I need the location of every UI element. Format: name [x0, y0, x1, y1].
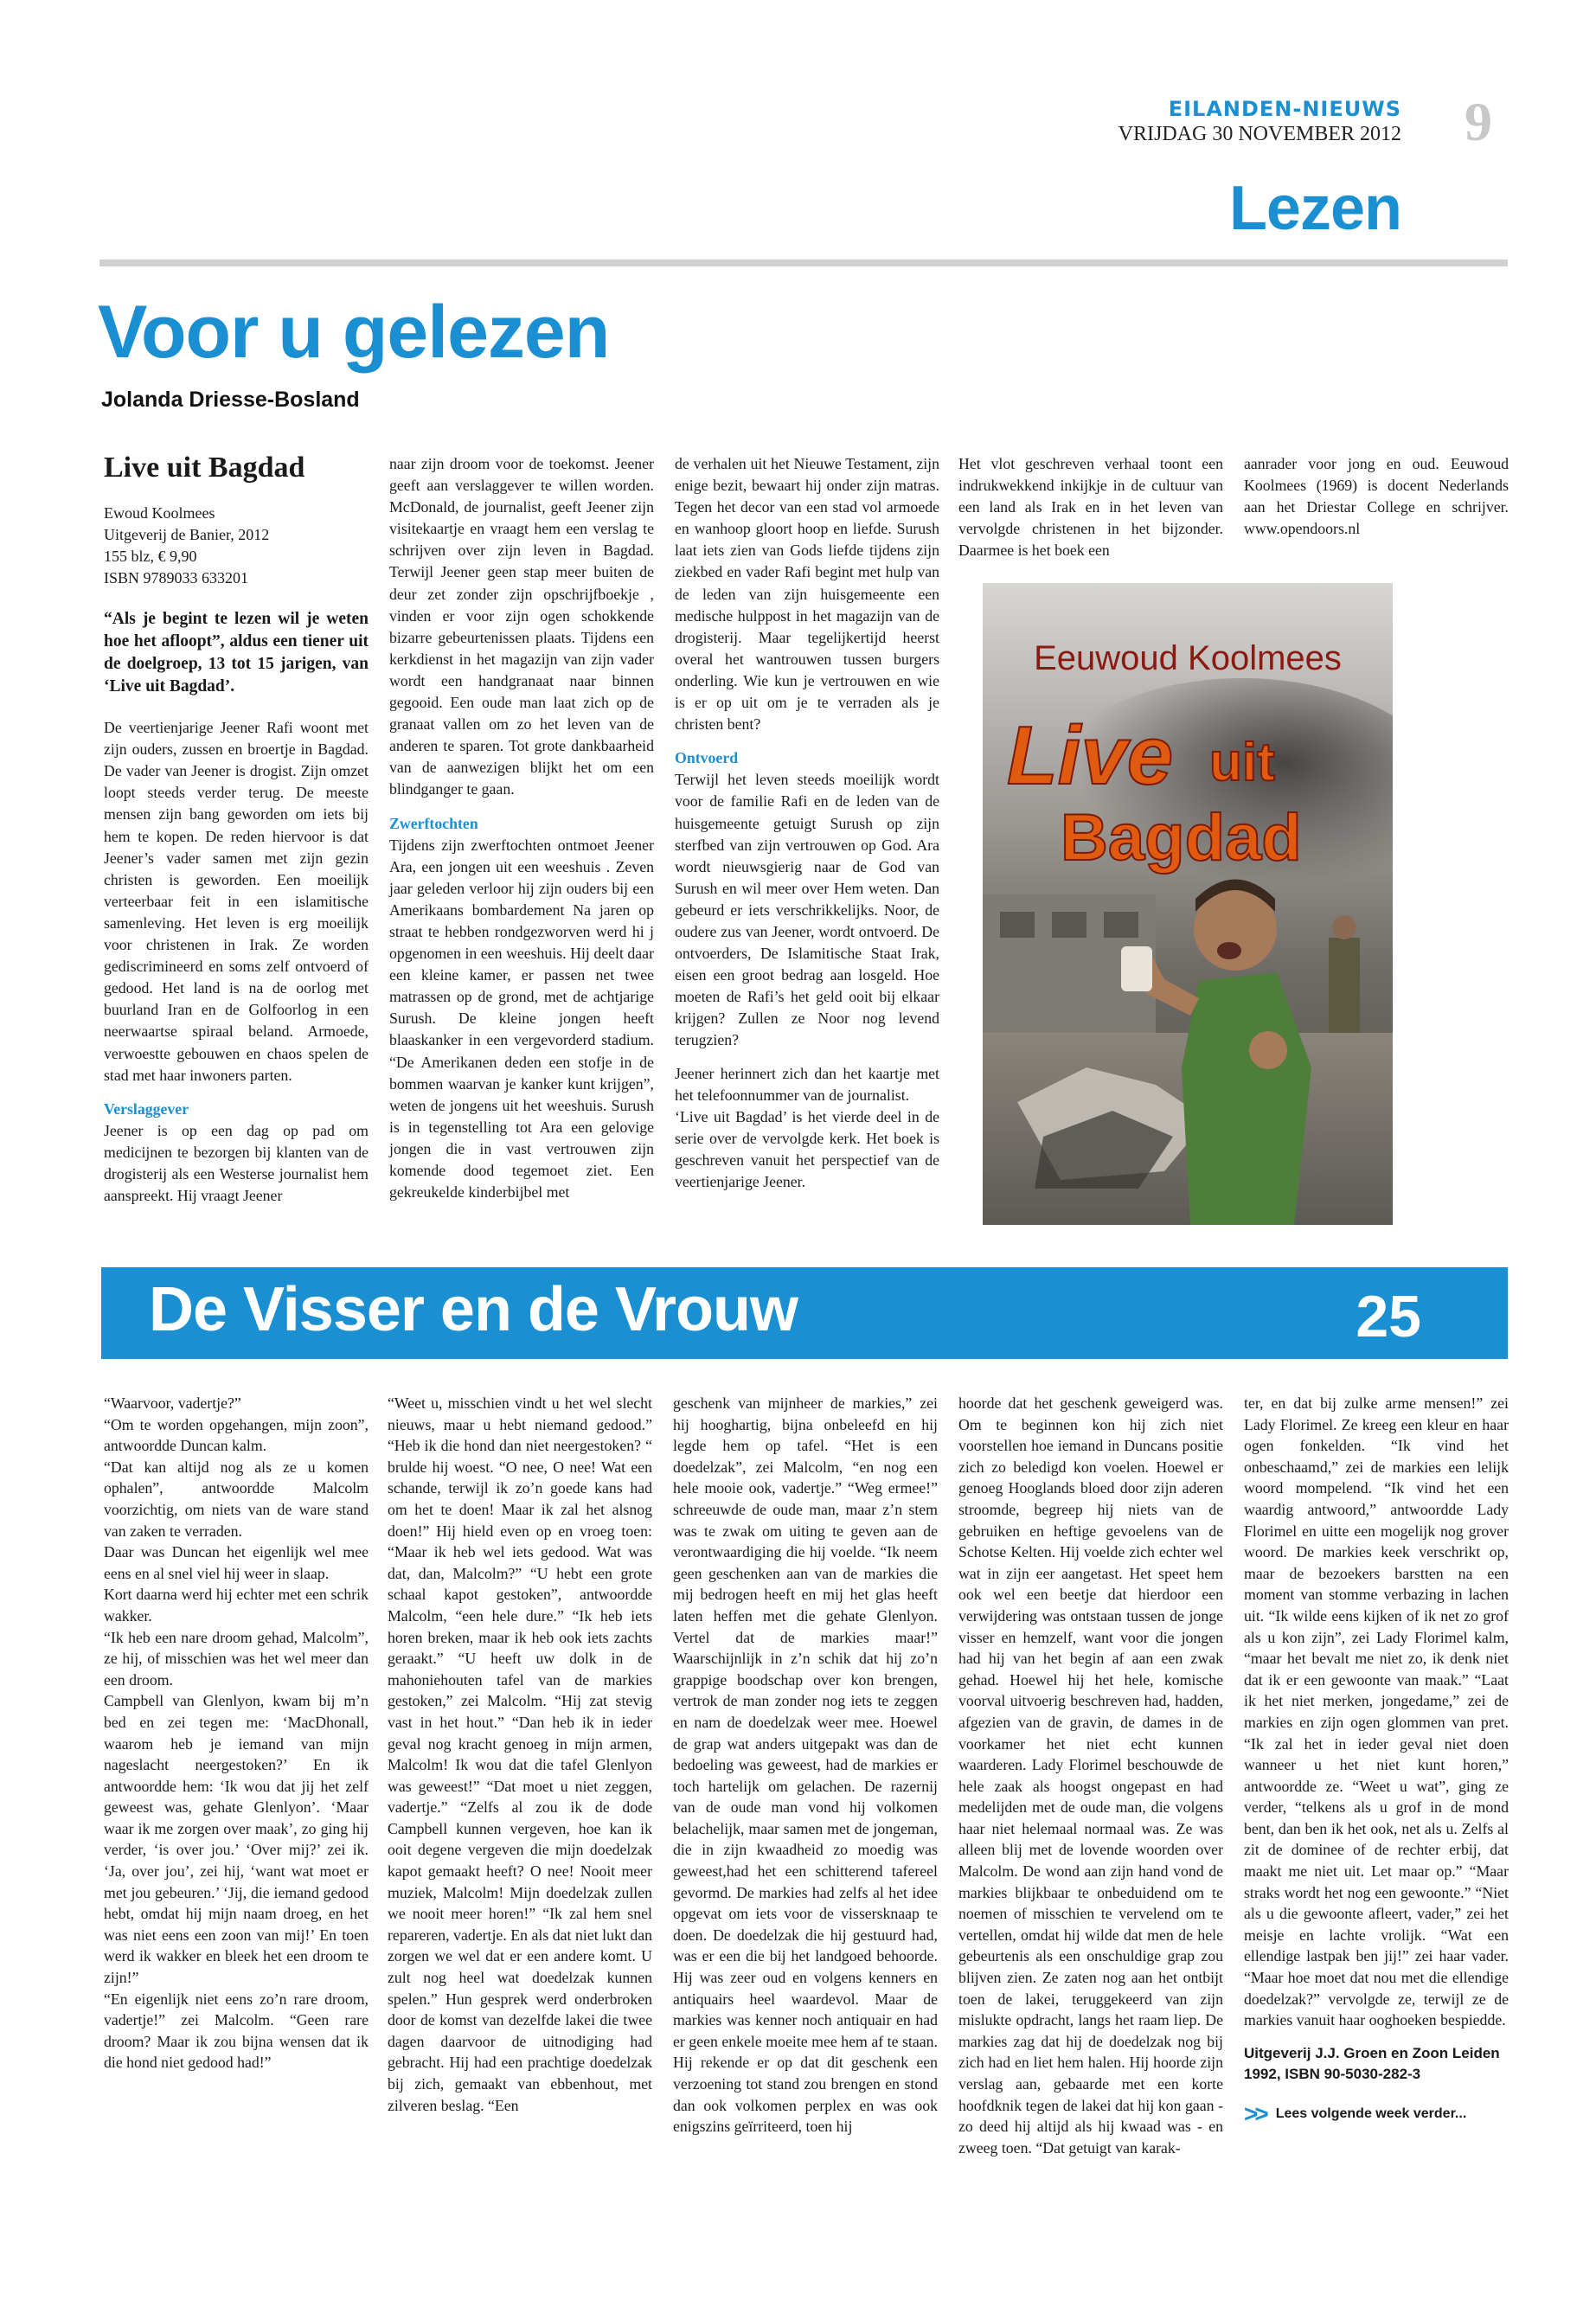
serial-title: De Visser en de Vrouw — [149, 1275, 798, 1344]
paragraph: Jeener herinnert zich dan het kaartje met het telefoonnummer van de journalist. — [675, 1064, 939, 1104]
cover-title-live: Live — [1007, 709, 1174, 802]
book-title: Live uit Bagdad — [104, 452, 305, 484]
cover-title-bagdad: Bagdad — [1061, 801, 1302, 875]
paragraph: ‘Live uit Bagdad’ is het vierde deel in de serie over de vervolgde kerk. Het boek is geschreven vanuit het perspectief van de veertienjarige Jeener. — [675, 1107, 939, 1190]
article-column-3 — [675, 453, 939, 1193]
article-byline: Jolanda Driesse-Bosland — [101, 388, 360, 412]
paragraph: “Dat kan altijd nog als ze u komen ophalen”, antwoordde Malcolm voorzichtig, om niets van de ware stand van zaken te verraden. — [104, 1458, 369, 1540]
paragraph: hoorde dat het geschenk geweigerd was. Om te beginnen kon hij zich niet voorstellen hoe iemand in Duncans positie zich zo beledigd kon voelen. Hoewel er genoeg Hooglands bloed door zijn aderen stroomde, begreep hij niets van de gebruiken en heftige gevoelens van de Schotse Kelten. Hij voelde zich echter wel wat in zijn eer aangetast. Het speet hem ook wel een beetje dat hierdoor een verwijdering was ontstaan tussen de jonge visser en hemzelf, want voor die jongen had hij van het begin af aan een zwak gehad. Hoewel hij het hele, komische voorval uitvoerig beschreven had, hadden, afgezien van de gravin, de dames in de voorkamer het niet echt kunnen waarderen. Lady Florimel beschouwde de hele zaak als hoogst ongepast en had medelijden met de oude man, die volgens haar niet helemaal normaal was. Ze was alleen blij met de lovende woorden over Malcolm. De wond aan zijn hand vond de markies blijkbaar te onbeduidend om te noemen of misschien te vervelend om te vertellen, omdat hij wilde dat men de hele gebeurtenis als een onschuldige grap zou blijven zien. Ze zaten nog aan het ontbijt toen de lakei, teruggekeerd van zijn mislukte opdracht, langs het raam liep. De markies zag dat hij de doedelzak nog bij zich had en liet hem halen. Hij hoorde zijn verslag aan, gebaarde met een korte hoofdknik tegen de lakei dat hij kon gaan - zo deed hij altijd als hij kwaad was - en zweeg toen. “Dat getuigt van karak- — [958, 1394, 1223, 2157]
paragraph: Campbell van Glenlyon, kwam bij m’n bed en zei tegen me: ‘MacDhonall, waarom heb je iemand van mijn nageslacht neergestoken?’ En ik antwoordde hem: ‘Ik wou dat jij het zelf geweest was, gehate Glenlyon’. ‘Maar waar ik me zorgen over maak’, zo ging hij verder, ‘is over jou.’ ‘Over mij?’ zei ik. ‘Ja, over jou’, zei hij, ‘want wat moet er met jou gebeuren.’ ‘Jij, die iemand gedood hebt, omdat hij mijn naam droeg, en het was niet eens een zoon van mij!’ En toen werd ik wakker en bleek het een droom te zijn!” — [104, 1692, 369, 1987]
serial-column-3 — [673, 1393, 938, 2138]
subheading-verslaggever: Verslaggever — [104, 1099, 189, 1118]
article-column-2 — [389, 453, 654, 1203]
newspaper-logo: EILANDEN-NIEUWS — [1168, 97, 1401, 121]
paragraph: geschenk van mijnheer de markies,” zei hij hooghartig, bijna onbeleefd en hij legde hem op tafel. “Het is een doedelzak”, zei Malcolm, “en nog een hele mooie ook, vadertje.” “Weg ermee!” schreeuwde de oude man, maar z’n stem was te zwak om uiting te geven aan de verontwaardiging die hij voelde. “Ik neem geen geschenken aan van de markies die mij bedrogen heeft en mij het glas heeft laten heffen met die gehate Glenlyon. Vertel dat de markies maar!” Waarschijnlijk in z’n schik dat hij zo’n grappige boodschap over kon brengen, vertrok de man zonder nog iets te zeggen en nam de doedelzak weer mee. Hoewel de grap wat anders uitgepakt was dan de bedoeling was geweest, had de markies er toch hartelijk om gelachen. De razernij van de oude man vond hij volkomen belachelijk, maar samen met de jongeman, die in zijn kwaadheid zo moedig was geweest,had het een schitterend tafereel gevormd. De markies had zelfs al het idee opgevat om iets voor de vissersknaap te doen. De doedelzak die hij gestuurd had, was er een die bij het landgoed behoorde. Hij was zeer oud en volgens kenners en antiquairs heel waardevol. Maar de markies was kenner noch antiquair en had er geen enkele moeite mee hem af te staan. Hij rekende er op dat dit geschenk een verzoening tot stand zou brengen en stond dan ook volkomen perplex en was ook enigszins geïrriteerd, toen hij — [673, 1394, 938, 2136]
book-price: 155 blz, € 9,90 — [104, 548, 197, 566]
section-title: Lezen — [1228, 174, 1401, 243]
serial-column-4 — [958, 1393, 1223, 2158]
serial-column-5 — [1244, 1393, 1509, 2125]
book-author: Ewoud Koolmees — [104, 504, 215, 522]
continue-text: Lees volgende week verder... — [1275, 2106, 1467, 2121]
paragraph: “En eigenlijk niet eens zo’n rare droom, vadertje!” zei Malcolm. “Geen rare droom? Maar ik zou bijna wensen dat ik die hond niet gedood had!” — [104, 1990, 369, 2072]
header-divider — [99, 260, 1508, 266]
paragraph: Kort daarna werd hij echter met een schrik wakker. — [104, 1586, 369, 1625]
paragraph: “Om te worden opgehangen, mijn zoon”, antwoordde Duncan kalm. — [104, 1415, 369, 1455]
serial-banner — [101, 1267, 1508, 1359]
paragraph: Tijdens zijn zwerftochten ontmoet Jeener Ara, een jongen uit een weeshuis . Zeven jaar geleden verloor hij zijn ouders bij een Amerikaans bombardement Na jaren op straat te hebben rondgezworven werd hi j opgenomen in een weeshuis. Hij deelt daar een kleine kamer, er passen net twee matrassen op de grond, met de achtjarige Surush. De kleine jongen heeft blaaskanker in een vergevorderd stadium. “De Amerikanen deden een stofje in de bommen waarvan je kanker kunt krijgen”, weten de jongens uit het weeshuis. Surush is in tegenstelling tot Ara een gelovige jongen die in vast vertrouwen zijn komende dood tegemoet ziet. Een gekreukelde kinderbijbel met — [389, 836, 654, 1202]
paragraph: Het vlot geschreven verhaal toont een indrukwekkend inkijkje in de cultuur van een land als Irak en in het leven van vervolgde christenen in het bijzonder. Daarmee is het boek een — [958, 455, 1223, 560]
paragraph: naar zijn droom voor de toekomst. Jeener geeft aan verslaggever te willen worden. McDonald, de journalist, geeft Jeener zijn visitekaartje en vraagt hem een verslag te schrijven over zijn leven in Bagdad. Terwijl Jeener geen stap meer buiten de deur zet zonder zijn opschrijfboekje , vinden er voor zijn ogen schokkende bizarre gebeurtenissen plaats. Tijdens een kerkdienst in het magazijn van zijn vader wordt een handgranaat naar binnen gegooid. Een oude man laat zich op de granaat vallen om zo het leven van de anderen te sparen. Tot grote dankbaarheid van de aanwezigen blijkt het om een blindganger te gaan. — [389, 455, 654, 798]
paragraph: ter, en dat bij zulke arme mensen!” zei Lady Florimel. Ze kreeg een kleur en haar ogen fonkelden. “Ik vind het onbeschaamd,” zei de markies een lelijk woord mompelend. “Ik vind het een waardig antwoord,” antwoordde Lady Florimel en uitte een mogelijk nog grover woord. De markies keek verschrikt op, maar de bezoekers barstten na een moment van stomme verbazing in lachen uit. “Ik wilde eens kijken of ik net zo grof als u kon zijn”, zei Lady Florimel kalm, “maar het bevalt me niet zo, ik denk niet dat ik er een gewoonte van maak.” “Laat ik het niet merken, jongedame,” zei de markies en zijn ogen glommen van pret. “Ik zal het in ieder geval niet doen wanneer u het niet kunt horen,” antwoordde ze. “Weet u wat”, ging ze verder, “telkens als u grof in de mond bent, dan ben ik het ook, net als u. Zelfs al zit de dominee of de rechter erbij, dat maakt me niet uit. Let maar op.” “Maar straks wordt het nog een gewoonte.” “Niet als u die gewoonte afleert, vader,” zei het meisje en lachte vrolijk. “Wat een ellendige lastpak ben jij!” zei haar vader. “Maar hoe moet dat nou met die ellendige doedelzak?” vervolgde ze, terwijl ze de markies vanuit haar ooghoeken bespiedde. — [1244, 1394, 1509, 2029]
book-cover-image — [983, 583, 1393, 1225]
book-isbn: ISBN 9789033 633201 — [104, 569, 249, 587]
publisher-name: Uitgeverij J.J. Groen en Zoon Leiden — [1244, 2044, 1500, 2061]
book-meta — [104, 503, 369, 589]
paragraph: Jeener is op een dag op pad om medicijnen te bezorgen bij klanten van de drogisterij als een Westerse journalist hem aanspreekt. Hij vraagt Jeener — [104, 1121, 369, 1205]
article-column-4 — [958, 453, 1223, 561]
subheading-zwerftochten: Zwerftochten — [389, 814, 478, 832]
paragraph: de verhalen uit het Nieuwe Testament, zijn enige bezit, bewaart hij onder zijn matras. Tegen het decor van een stad vol armoede en wanhoop gloort hoop en liefde. Surush laat iets zien van Gods liefde tijdens zijn ziekbed en vader Rafi begint met hulp van de leden van zijn huisgemeente een medische hulppost in het magazijn van de drogisterij. Maar tegelijkertijd heerst overal het wantrouwen tussen burgers onderling. Wie kun je vertrouwen en wie is er op uit om je te verraden als je christen bent? — [675, 455, 939, 734]
article-headline: Voor u gelezen — [98, 291, 610, 374]
article-column-1 — [104, 450, 369, 1207]
article-lead: “Als je begint te lezen wil je weten hoe het afloopt”, aldus een tiener uit de doelgroep, 13 tot 15 jarigen, van ‘Live uit Bagdad’. — [104, 610, 369, 696]
issue-date: VRIJDAG 30 NOVEMBER 2012 — [1118, 123, 1401, 145]
paragraph: Daar was Duncan het eigenlijk wel mee eens en al snel viel hij weer in slaap. — [104, 1543, 369, 1582]
subheading-ontvoerd: Ontvoerd — [675, 749, 739, 767]
cover-author: Eeuwoud Koolmees — [1034, 639, 1342, 677]
paragraph: “Weet u, misschien vindt u het wel slecht nieuws, maar u hebt niemand gedood.” “Heb ik die hond dan niet neergestoken? “ brulde hij woest. “O nee, O nee! Wat een schande, terwijl ik zo’n goede kans had om het te doen! Maar ik zal het alsnog doen!” Hij hield even op en vroeg toen: “Maar ik heb wel iets gedood. Wat was dat, dan, Malcolm?” “U hebt een grote schaal kapot gestoken”, antwoordde Malcolm, “een hele dure.” “Ik heb iets horen breken, maar ik heb ook iets zachts geraakt.” “U heeft uw dolk in de mahoniehouten tafel van de markies gestoken,” zei Malcolm. “Hij zat stevig vast in het hout.” “Dan heb ik in ieder geval nog kracht genoeg in mijn armen, Malcolm! Ik wou dat die tafel Glenlyon was geweest!” “Dat moet u niet zeggen, vadertje.” “Zelfs al zou ik de dode Campbell kunnen vergeven, hoe kan ik ooit degene vergeven die mijn doedelzak kapot gemaakt heeft? O nee! Nooit meer muziek, Malcolm! Mijn doedelzak zullen we nooit meer horen!” “Ik zal hem snel repareren, vadertje. En als dat niet lukt dan zorgen we wel dat er een andere komt. U zult nog heel wat doedelzak kunnen spelen.” Hun gesprek werd onderbroken door de komst van dezelfde lakei die twee dagen daarvoor de uitnodiging had gebracht. Hij had een prachtige doedelzak bij zich, gemaakt van ebbenhout, met zilveren beslag. “Een — [388, 1394, 652, 2114]
paragraph: aanrader voor jong en oud. Eeuwoud Koolmees (1969) is docent Nederlands aan het Driestar College en schrijver. www.opendoors.nl — [1244, 455, 1509, 538]
publisher-isbn: 1992, ISBN 90-5030-282-3 — [1244, 2065, 1421, 2082]
serial-episode-number: 25 — [1356, 1284, 1421, 1349]
paragraph: “Waarvoor, vadertje?” — [104, 1394, 241, 1412]
serial-column-1 — [104, 1393, 369, 2073]
double-chevron-right-icon: >> — [1244, 2099, 1266, 2127]
book-cover-illustration — [983, 583, 1393, 1225]
paragraph: Terwijl het leven steeds moeilijk wordt voor de familie Rafi en de leden van de huisgemeente getuigt Surush op zijn sterfbed van zijn vertrouwen op God. Ara wordt nieuwsgierig naar de God van Surush en wil meer over Hem weten. Dan gebeurd er iets verschrikkelijks. Noor, de oudere zus van Jeener, wordt ontvoerd. De ontvoerders, De Islamitische Staat Irak, eisen een groot bedrag aan losgeld. Hoe moeten de Rafi’s het geld ooit bij elkaar krijgen? Zullen ze Noor nog levend terugzien? — [675, 771, 939, 1049]
cover-title-uit: uit — [1209, 733, 1275, 792]
serial-publisher — [1244, 2043, 1509, 2085]
paragraph: “Ik heb een nare droom gehad, Malcolm”, ze hij, of misschien was het wel meer dan een droom. — [104, 1628, 369, 1689]
book-publisher: Uitgeverij de Banier, 2012 — [104, 526, 270, 544]
continue-next-week — [1244, 2099, 1509, 2127]
article-column-5 — [1244, 453, 1509, 540]
paragraph: De veertienjarige Jeener Rafi woont met zijn ouders, zussen en broertje in Bagdad. De vader van Jeener is drogist. Zijn omzet loopt steeds verder terug. De meeste mensen zijn bang geworden om iets bij hem te kopen. De reden hiervoor is dat Jeener’s vader samen met zijn gezin christen is geworden. Een moeilijk verteerbaar feit in een islamitische samenleving. Het leven is erg moeilijk voor christenen in Irak. Ze worden gediscrimineerd en soms zelf ontvoerd of gedood. Het land is na de oorlog met buurland Iran en de Golfoorlog in een neerwaartse spiraal beland. Armoede, verwoestte gebouwen en chaos spelen de stad met haar inwoners parten. — [104, 719, 369, 1084]
serial-column-2 — [388, 1393, 652, 2116]
masthead — [1118, 97, 1401, 146]
page-number: 9 — [1465, 91, 1492, 152]
